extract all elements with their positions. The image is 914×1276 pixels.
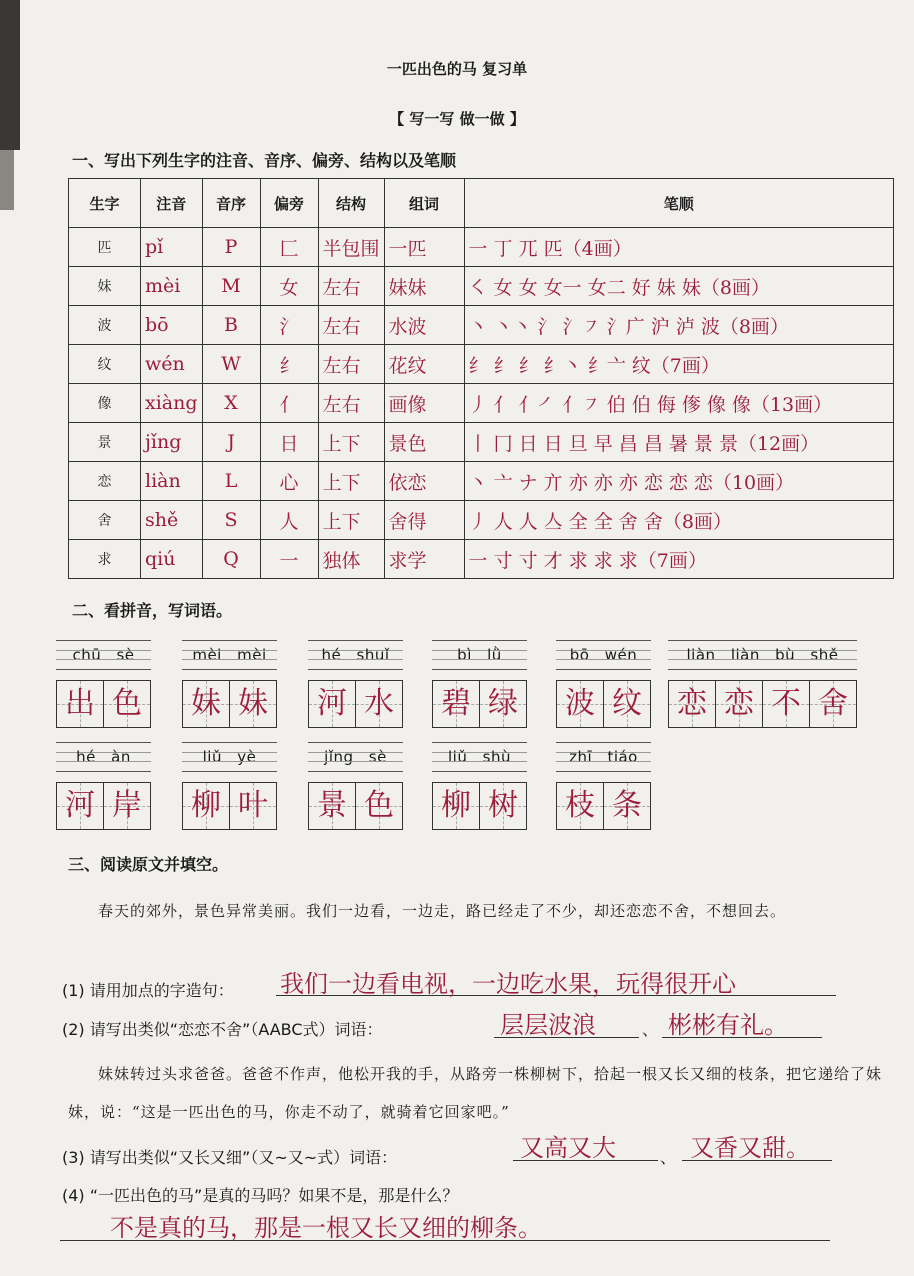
answer-cell: jǐng <box>141 423 203 462</box>
tianzige-grid <box>56 680 151 728</box>
grid-cell <box>356 783 403 829</box>
answer-1: 我们一边看电视，一边吃水果，玩得很开心 <box>280 970 736 998</box>
answer-cell: 花纹 <box>384 345 464 384</box>
worksheet-title: 一匹出色的马 复习单 <box>386 60 528 78</box>
grid-cell <box>230 681 277 727</box>
answer-cell: 独体 <box>318 540 384 579</box>
tianzige-grid <box>432 782 527 830</box>
character-table <box>68 178 894 579</box>
question-1: (1) 请用加点的字造句： <box>62 981 234 1000</box>
handwritten-char: 柳 <box>191 788 221 823</box>
grid-cell <box>716 681 763 727</box>
handwritten-char: 枝 <box>565 788 595 823</box>
answer-cell: liàn <box>141 462 203 501</box>
grid-cell <box>356 681 403 727</box>
answer-cell: qiú <box>141 540 203 579</box>
grid-cell <box>309 783 356 829</box>
header-cell: 偏旁 <box>260 179 318 228</box>
header-cell: 生字 <box>69 179 141 228</box>
handwritten-char: 波 <box>565 686 595 721</box>
table-header-row <box>69 179 894 228</box>
tianzige-grid <box>556 680 651 728</box>
handwritten-char: 绿 <box>488 686 518 721</box>
table-row <box>69 423 894 462</box>
pinyin-guide-lines <box>308 742 403 772</box>
answer-2b: 彬彬有礼。 <box>668 1011 788 1039</box>
answer-cell: 半包围 <box>318 228 384 267</box>
pinyin-guide-lines <box>56 640 151 670</box>
answer-cell: 一匹 <box>384 228 464 267</box>
answer-cell: 一 寸 寸 才 求 求 求（7画） <box>464 540 893 579</box>
handwritten-char: 条 <box>612 788 642 823</box>
character-cell: 求 <box>69 540 141 579</box>
table-row <box>69 267 894 306</box>
answer-cell: 纟 纟 纟 纟丶 纟亠 纹（7画） <box>464 345 893 384</box>
grid-cell <box>480 681 527 727</box>
table-row <box>69 501 894 540</box>
answer-3b-line <box>682 1160 832 1161</box>
answer-cell: 左右 <box>318 306 384 345</box>
answer-cell: shě <box>141 501 203 540</box>
answer-cell: 丶 丶丶 氵 氵㇇ 氵广 沪 泸 波（8画） <box>464 306 893 345</box>
grid-cell <box>604 681 651 727</box>
grid-cell <box>669 681 716 727</box>
character-cell: 恋 <box>69 462 141 501</box>
answer-cell: 依恋 <box>384 462 464 501</box>
pinyin-text: mèi mèi <box>192 646 267 664</box>
handwritten-char: 不 <box>771 686 801 721</box>
answer-cell: 丿 人 人 亼 全 全 舍 舍（8画） <box>464 501 893 540</box>
pinyin-text: chū sè <box>72 646 135 664</box>
handwritten-char: 河 <box>65 788 95 823</box>
answer-3b: 又香又甜。 <box>690 1134 810 1162</box>
character-cell: 匹 <box>69 228 141 267</box>
tianzige-grid <box>308 782 403 830</box>
answer-cell: mèi <box>141 267 203 306</box>
answer-2a: 层层波浪 <box>500 1011 596 1039</box>
answer-cell: 景色 <box>384 423 464 462</box>
handwritten-char: 色 <box>112 686 142 721</box>
answer-cell: 左右 <box>318 384 384 423</box>
character-cell: 妹 <box>69 267 141 306</box>
answer-cell: 水波 <box>384 306 464 345</box>
character-cell: 波 <box>69 306 141 345</box>
handwritten-char: 色 <box>364 788 394 823</box>
answer-3a: 又高又大 <box>520 1134 616 1162</box>
answer-cell: P <box>202 228 260 267</box>
word-item <box>182 742 277 830</box>
tianzige-grid <box>556 782 651 830</box>
answer-3a-line <box>513 1160 658 1161</box>
answer-cell: pǐ <box>141 228 203 267</box>
question-4: (4) “一匹出色的马”是真的马吗？如果不是，那是什么？ <box>62 1186 459 1205</box>
pinyin-text: hé àn <box>76 748 131 766</box>
table-row <box>69 540 894 579</box>
answer-cell: 左右 <box>318 267 384 306</box>
handwritten-char: 河 <box>317 686 347 721</box>
answer-cell: 一 <box>260 540 318 579</box>
handwritten-char: 妹 <box>191 686 221 721</box>
table-row <box>69 462 894 501</box>
table-row <box>69 228 894 267</box>
answer-cell: 上下 <box>318 501 384 540</box>
answer-4: 不是真的马，那是一根又长又细的柳条。 <box>110 1214 542 1242</box>
answer-4-line <box>60 1240 830 1241</box>
tianzige-grid <box>56 782 151 830</box>
answer-2-separator: 、 <box>642 1020 659 1039</box>
tianzige-grid <box>668 680 857 728</box>
word-item <box>308 742 403 830</box>
reading-passage-1: 春天的郊外，景色异常美丽。我们一边看，一边走，路已经走了不少，却还恋恋不舍，不想回去。 <box>98 902 787 920</box>
answer-cell: Q <box>202 540 260 579</box>
handwritten-char: 恋 <box>724 686 754 721</box>
answer-cell: 丶 亠 ナ 亣 亦 亦 亦 恋 恋 恋（10画） <box>464 462 893 501</box>
grid-cell <box>557 681 604 727</box>
question-3: (3) 请写出类似“又长又细”（又~又~式）词语： <box>62 1148 398 1167</box>
handwritten-char: 岸 <box>112 788 142 823</box>
header-cell: 笔顺 <box>464 179 893 228</box>
grid-cell <box>104 783 151 829</box>
grid-cell <box>433 681 480 727</box>
answer-cell: B <box>202 306 260 345</box>
grid-cell <box>433 783 480 829</box>
word-item <box>668 640 857 728</box>
answer-cell: 丨 冂 日 日 旦 早 昌 昌 暑 景 景（12画） <box>464 423 893 462</box>
worksheet-subtitle: 【 写一写 做一做 】 <box>389 110 525 128</box>
pinyin-guide-lines <box>556 742 651 772</box>
pinyin-guide-lines <box>182 640 277 670</box>
character-cell: 景 <box>69 423 141 462</box>
section1-heading: 一、写出下列生字的注音、音序、偏旁、结构以及笔顺 <box>72 151 457 170</box>
answer-cell: X <box>202 384 260 423</box>
word-item <box>556 742 651 830</box>
handwritten-char: 纹 <box>612 686 642 721</box>
pinyin-guide-lines <box>432 640 527 670</box>
character-cell: 像 <box>69 384 141 423</box>
header-cell: 结构 <box>318 179 384 228</box>
answer-cell: W <box>202 345 260 384</box>
word-item <box>432 742 527 830</box>
section3-heading: 三、阅读原文并填空。 <box>68 855 229 874</box>
pinyin-guide-lines <box>182 742 277 772</box>
answer-1-line <box>276 995 836 996</box>
tianzige-grid <box>432 680 527 728</box>
pinyin-text: liàn liàn bù shě <box>686 646 839 664</box>
pinyin-guide-lines <box>56 742 151 772</box>
answer-cell: 上下 <box>318 462 384 501</box>
word-item <box>556 640 651 728</box>
answer-cell: S <box>202 501 260 540</box>
grid-cell <box>763 681 810 727</box>
grid-cell <box>810 681 857 727</box>
answer-cell: 心 <box>260 462 318 501</box>
answer-cell: 日 <box>260 423 318 462</box>
pinyin-text: bì lǜ <box>457 646 502 664</box>
answer-cell: bō <box>141 306 203 345</box>
handwritten-char: 水 <box>364 686 394 721</box>
word-item <box>182 640 277 728</box>
answer-cell: L <box>202 462 260 501</box>
word-item <box>432 640 527 728</box>
answer-cell: 一 丁 兀 匹（4画） <box>464 228 893 267</box>
answer-cell: ㇛ 女 女 女一 女二 好 妹 妹（8画） <box>464 267 893 306</box>
handwritten-char: 舍 <box>818 686 848 721</box>
pinyin-guide-lines <box>432 742 527 772</box>
table-row <box>69 345 894 384</box>
section2-heading: 二、看拼音，写词语。 <box>72 601 233 620</box>
grid-cell <box>557 783 604 829</box>
character-cell: 纹 <box>69 345 141 384</box>
header-cell: 音序 <box>202 179 260 228</box>
answer-cell: 纟 <box>260 345 318 384</box>
reading-passage-2: 妹妹转过头求爸爸。爸爸不作声，他松开我的手，从路旁一株柳树下，拾起一根又长又细的枝条，把它递给了妹妹，说：“这是一匹出色的马，你走不动了，就骑着它回家吧。” <box>68 1065 883 1121</box>
answer-cell: 匚 <box>260 228 318 267</box>
grid-cell <box>480 783 527 829</box>
handwritten-char: 碧 <box>441 686 471 721</box>
answer-cell: wén <box>141 345 203 384</box>
character-cell: 舍 <box>69 501 141 540</box>
answer-cell: 上下 <box>318 423 384 462</box>
answer-2b-line <box>662 1037 822 1038</box>
pinyin-text: liǔ yè <box>202 748 257 766</box>
answer-2a-line <box>494 1037 639 1038</box>
handwritten-char: 柳 <box>441 788 471 823</box>
pinyin-text: hé shuǐ <box>321 646 390 664</box>
answer-3-separator: 、 <box>660 1148 677 1167</box>
grid-cell <box>604 783 651 829</box>
answer-cell: 丿 亻 亻㇒ 亻㇇ 伯 伯 侮 偧 像 像（13画） <box>464 384 893 423</box>
pinyin-guide-lines <box>556 640 651 670</box>
answer-cell: 妹妹 <box>384 267 464 306</box>
word-item <box>56 742 151 830</box>
word-item <box>56 640 151 728</box>
answer-cell: 画像 <box>384 384 464 423</box>
grid-cell <box>183 783 230 829</box>
photo-edge-shadow <box>0 150 14 210</box>
handwritten-char: 恋 <box>677 686 707 721</box>
pinyin-text: jǐng sè <box>324 748 387 766</box>
answer-cell: 亻 <box>260 384 318 423</box>
answer-cell: xiàng <box>141 384 203 423</box>
answer-cell: 人 <box>260 501 318 540</box>
table-row <box>69 384 894 423</box>
grid-cell <box>183 681 230 727</box>
answer-cell: 求学 <box>384 540 464 579</box>
handwritten-char: 出 <box>65 686 95 721</box>
grid-cell <box>104 681 151 727</box>
tianzige-grid <box>308 680 403 728</box>
grid-cell <box>230 783 277 829</box>
word-item <box>308 640 403 728</box>
answer-cell: 左右 <box>318 345 384 384</box>
header-cell: 注音 <box>141 179 203 228</box>
pinyin-guide-lines <box>668 640 857 670</box>
handwritten-char: 妹 <box>238 686 268 721</box>
grid-cell <box>57 681 104 727</box>
answer-cell: J <box>202 423 260 462</box>
answer-cell: 氵 <box>260 306 318 345</box>
tianzige-grid <box>182 680 277 728</box>
tianzige-grid <box>182 782 277 830</box>
grid-cell <box>57 783 104 829</box>
header-cell: 组词 <box>384 179 464 228</box>
handwritten-char: 景 <box>317 788 347 823</box>
pinyin-text: liǔ shù <box>448 748 511 766</box>
pinyin-text: zhī tiáo <box>569 748 638 766</box>
handwritten-char: 叶 <box>238 788 268 823</box>
pinyin-text: bō wén <box>569 646 638 664</box>
answer-cell: M <box>202 267 260 306</box>
answer-cell: 舍得 <box>384 501 464 540</box>
grid-cell <box>309 681 356 727</box>
answer-cell: 女 <box>260 267 318 306</box>
question-2: (2) 请写出类似“恋恋不舍”（AABC式）词语： <box>62 1020 383 1039</box>
table-row <box>69 306 894 345</box>
handwritten-char: 树 <box>488 788 518 823</box>
pinyin-guide-lines <box>308 640 403 670</box>
